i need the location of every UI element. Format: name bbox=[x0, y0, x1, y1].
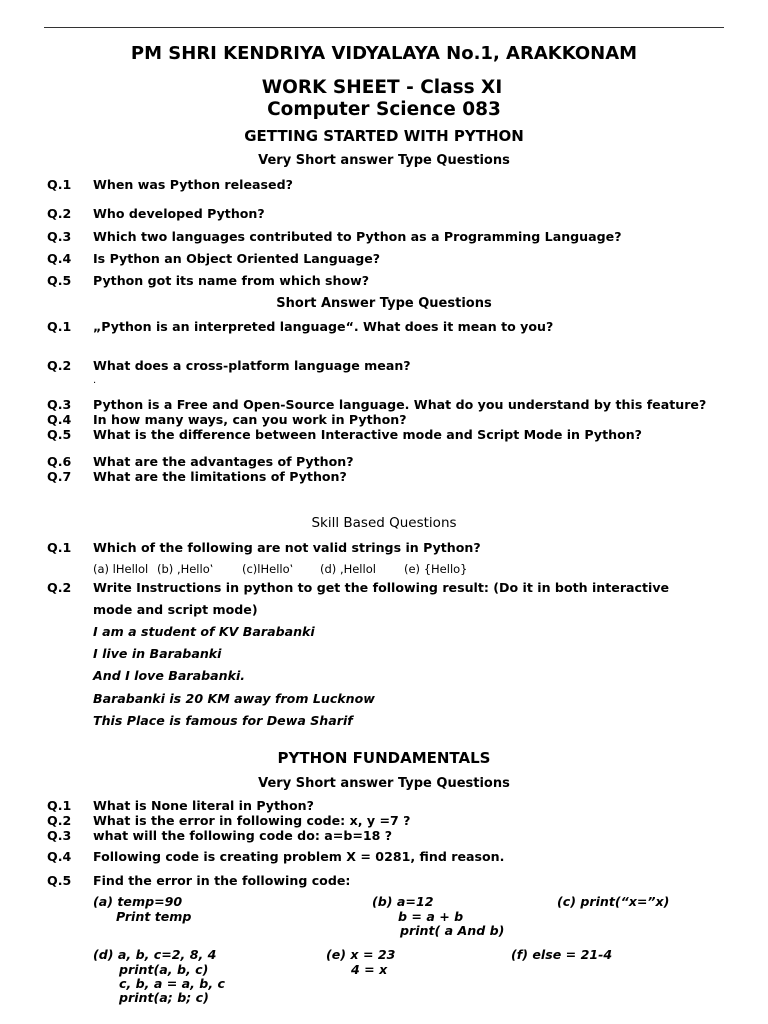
question-text: Following code is creating problem X = 0281, find reason. bbox=[93, 849, 505, 864]
question-text: When was Python released? bbox=[93, 177, 293, 192]
question-number: Q.1 bbox=[47, 319, 72, 334]
question-text-continued: mode and script mode) bbox=[93, 602, 258, 617]
question-number: Q.3 bbox=[47, 828, 72, 843]
code-b-line1: (b) a=12 bbox=[372, 894, 434, 909]
stray-dot: . bbox=[93, 375, 97, 386]
question-text: What is the error in following code: x, y =7 ? bbox=[93, 813, 411, 828]
question-number: Q.1 bbox=[47, 177, 72, 192]
subject-title: Computer Science 083 bbox=[267, 99, 501, 120]
output-line: This Place is famous for Dewa Sharif bbox=[93, 713, 353, 728]
option-c: (c)lHello‛ bbox=[242, 562, 294, 576]
output-line: Barabanki is 20 KM away from Lucknow bbox=[93, 691, 375, 706]
chapter-title-2: PYTHON FUNDAMENTALS bbox=[277, 749, 491, 767]
section-title-skill-based: Skill Based Questions bbox=[311, 515, 457, 531]
code-f-line1: (f) else = 21-4 bbox=[511, 947, 613, 962]
output-line: I am a student of KV Barabanki bbox=[93, 624, 315, 639]
code-e-line1: (e) x = 23 bbox=[326, 947, 396, 962]
question-text: Find the error in the following code: bbox=[93, 873, 351, 888]
question-number: Q.2 bbox=[47, 580, 72, 595]
code-d-line1: (d) a, b, c=2, 8, 4 bbox=[93, 947, 217, 962]
question-number: Q.5 bbox=[47, 427, 72, 442]
code-a-line1: (a) temp=90 bbox=[93, 894, 183, 909]
question-number: Q.4 bbox=[47, 251, 72, 266]
question-number: Q.2 bbox=[47, 813, 72, 828]
code-b-line2: b = a + b bbox=[398, 909, 464, 924]
output-line: I live in Barabanki bbox=[93, 646, 222, 661]
question-text: What are the limitations of Python? bbox=[93, 469, 347, 484]
question-number: Q.6 bbox=[47, 454, 72, 469]
question-number: Q.1 bbox=[47, 798, 72, 813]
option-d: (d) ‚Hellol bbox=[320, 562, 376, 576]
question-text: Is Python an Object Oriented Language? bbox=[93, 251, 381, 266]
question-text: Who developed Python? bbox=[93, 206, 265, 221]
section-title-very-short: Very Short answer Type Questions bbox=[258, 153, 510, 168]
question-number: Q.4 bbox=[47, 849, 72, 864]
code-d-line3: c, b, a = a, b, c bbox=[119, 976, 225, 991]
question-text: Write Instructions in python to get the following result: (Do it in both interactive bbox=[93, 580, 670, 595]
code-d-line2: print(a, b, c) bbox=[119, 962, 209, 977]
code-a-line2: Print temp bbox=[116, 909, 192, 924]
option-b: (b) ‚Hello‛ bbox=[157, 562, 214, 576]
code-e-line2: 4 = x bbox=[351, 962, 388, 977]
code-d-line4: print(a; b; c) bbox=[119, 990, 209, 1005]
question-text: What is the difference between Interactive mode and Script Mode in Python? bbox=[93, 427, 642, 442]
question-number: Q.5 bbox=[47, 873, 72, 888]
question-text: Which of the following are not valid strings in Python? bbox=[93, 540, 481, 555]
question-number: Q.5 bbox=[47, 273, 72, 288]
question-text: In how many ways, can you work in Python? bbox=[93, 412, 407, 427]
question-number: Q.1 bbox=[47, 540, 72, 555]
question-text: what will the following code do: a=b=18 ? bbox=[93, 828, 393, 843]
question-text: What does a cross-platform language mean? bbox=[93, 358, 411, 373]
worksheet-title: WORK SHEET - Class XI bbox=[261, 77, 503, 98]
code-c-line1: (c) print(“x=”x) bbox=[557, 894, 670, 909]
question-number: Q.2 bbox=[47, 206, 72, 221]
section-title-very-short-2: Very Short answer Type Questions bbox=[258, 776, 510, 791]
code-b-line3: print( a And b) bbox=[400, 923, 505, 938]
question-number: Q.7 bbox=[47, 469, 72, 484]
question-number: Q.2 bbox=[47, 358, 72, 373]
question-text: Python got its name from which show? bbox=[93, 273, 370, 288]
section-title-short-answer: Short Answer Type Questions bbox=[276, 296, 492, 311]
question-number: Q.3 bbox=[47, 229, 72, 244]
question-number: Q.3 bbox=[47, 397, 72, 412]
chapter-title-1: GETTING STARTED WITH PYTHON bbox=[244, 127, 524, 145]
question-text: Python is a Free and Open-Source language. What do you understand by this feature? bbox=[93, 397, 707, 412]
school-title: PM SHRI KENDRIYA VIDYALAYA No.1, ARAKKONAM bbox=[130, 43, 638, 64]
option-e: (e) {Hello} bbox=[404, 562, 468, 576]
question-text: What is None literal in Python? bbox=[93, 798, 314, 813]
question-number: Q.4 bbox=[47, 412, 72, 427]
question-text: What are the advantages of Python? bbox=[93, 454, 354, 469]
question-text: „Python is an interpreted language“. What does it mean to you? bbox=[93, 319, 554, 334]
option-a: (a) lHellol bbox=[93, 562, 149, 576]
top-rule bbox=[44, 27, 724, 28]
question-text: Which two languages contributed to Python as a Programming Language? bbox=[93, 229, 622, 244]
output-line: And I love Barabanki. bbox=[93, 668, 246, 683]
